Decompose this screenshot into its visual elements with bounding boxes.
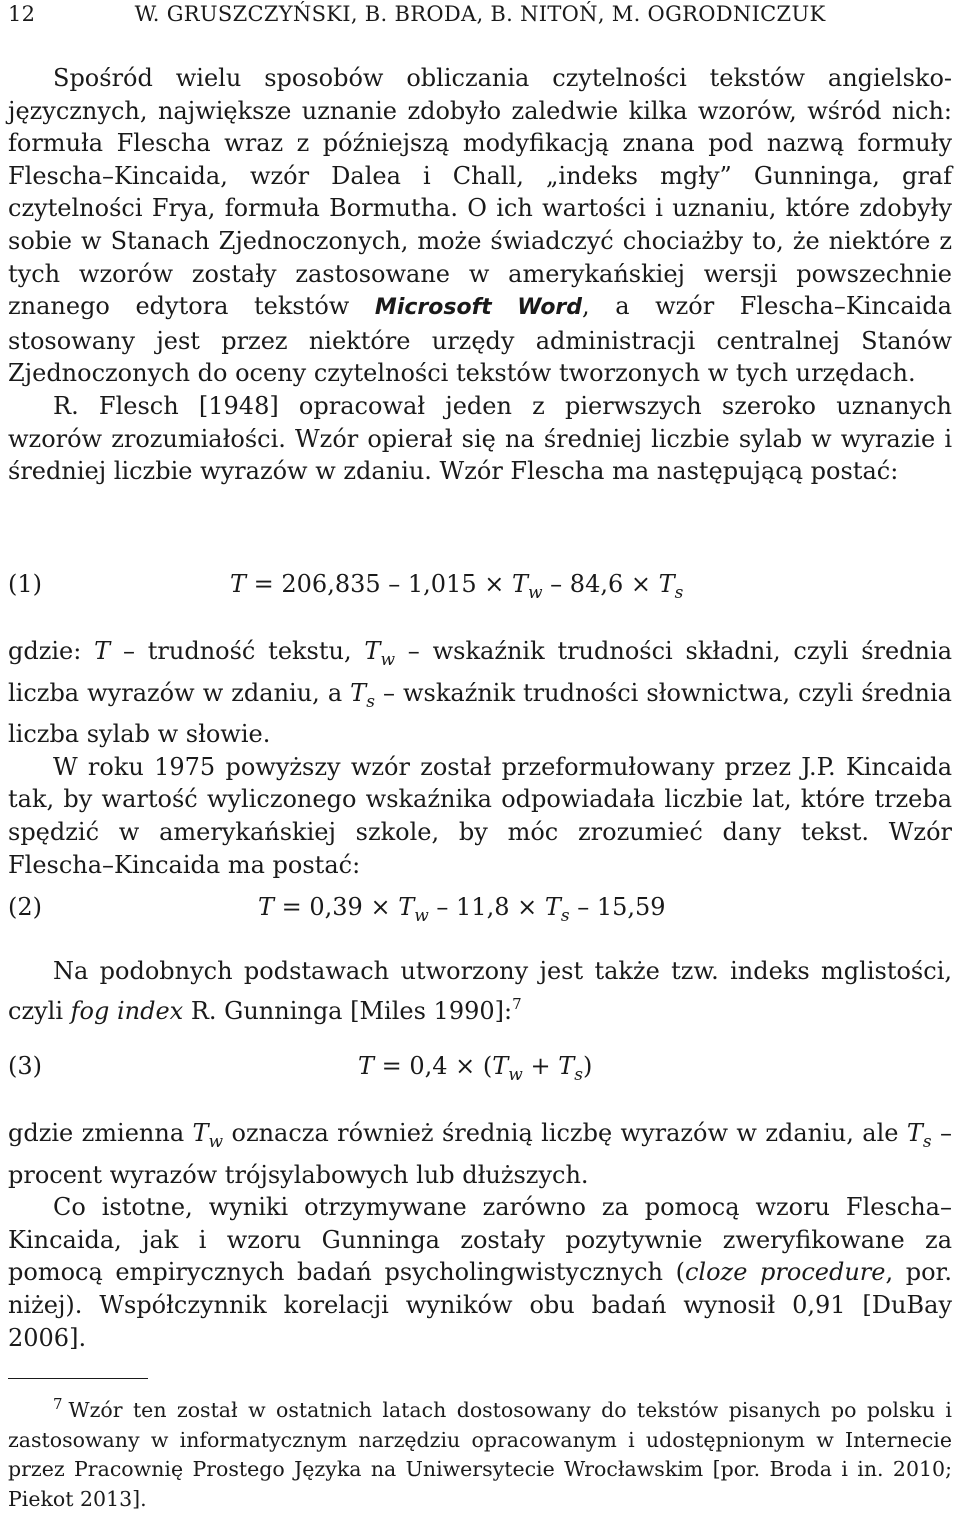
footnote-text: Wzór ten został w ostatnich latach dostosowany do tekstów pisanych po polsku i zastosowany w informatycznym narzędziu opracowanym i udostępnionym w Internecie przez Pracownię Prostego Języka na Uniwersytecie Wrocławskim [por. Broda i in. 2010; Piekot 2013].: [8, 1398, 952, 1511]
paragraph-1-text-a: Spośród wielu sposobów obliczania czytelności tekstów angielsko-języcznych, największe uznanie zdobyło zaledwie kilka wzorów, wśród nich: formuła Flescha wraz z późniejszą modyfikacją znana pod nazwą formuły Flescha–Kincaida, wzór Dalea i Chall, „indeks mgły” Gunninga, graf czytelności Frya, formuła Bormutha. O ich wartości i uznaniu, które zdobyły sobie w Stanach Zjednoczonych, może świadczyć chociażby to, że niektóre z tych wzorów zostały zastosowane w amerykańskiej wersji powszechnie znanego edytora tekstów: [8, 64, 952, 321]
def2-s: s: [922, 1132, 932, 1152]
formula-1-expression: [230, 570, 683, 603]
body-block-4: [8, 1117, 952, 1354]
formula-2-s1: w: [414, 906, 429, 926]
def2-c: – procent wyrazów trójsylabowych lub dłuższych.: [8, 1119, 952, 1189]
formula-1-mid: – 84,6 ×: [542, 570, 659, 598]
def1-a: gdzie:: [8, 637, 95, 665]
formula-3-lhs: T: [358, 1052, 375, 1080]
def2-tw: T: [192, 1119, 209, 1147]
def1-ts: T: [350, 678, 367, 707]
formula-1-lhs: T: [230, 570, 247, 598]
formula-2-s2: s: [560, 906, 570, 926]
software-name: Microsoft Word: [374, 295, 583, 321]
formula-1-s2: s: [674, 583, 684, 603]
def2-b: oznacza również średnią liczbę wyrazów w zdaniu, ale: [223, 1119, 907, 1147]
definition-1: [8, 635, 952, 751]
header-authors: W. GRUSZCZYŃSKI, B. BRODA, B. NITOŃ, M. OGRODNICZUK: [134, 2, 826, 26]
paragraph-2: R. Flesch [1948] opracował jeden z pierwszych szeroko uznanych wzorów zrozumiałości. Wzór opierał się na średniej liczbie sylab w wyrazie i średniej liczbie wyrazów w zdaniu. Wzór Flescha ma następującą postać:: [8, 391, 952, 486]
formula-2-number: (2): [8, 893, 42, 921]
formula-1-s1: w: [527, 583, 543, 603]
cloze-procedure-term: cloze procedure: [684, 1258, 886, 1287]
formula-3-t2: T: [558, 1052, 575, 1080]
paragraph-1-text-b: , a wzór Flescha–Kincaida stosowany jest przez niektóre urzędy administracji centralnej Stanów Zjednoczonych do oceny czytelności tekstów tworzonych w tych urzędach.: [8, 292, 952, 388]
formula-3-mid: +: [522, 1052, 559, 1080]
footnote: [8, 1390, 952, 1514]
paragraph-5-text-a: Co istotne, wyniki otrzymywane zarówno za pomocą wzoru Flescha–Kincaida, jak i wzoru Gunninga zostały pozytywnie zweryfikowane za pomocą empirycznych badań psycholingwistycznych (: [8, 1193, 952, 1287]
formula-3-tail: ): [582, 1052, 593, 1080]
paragraph-3: W roku 1975 powyższy wzór został przeformułowany przez J.P. Kincaida tak, by wartość wyliczonego wskaźnika odpowiadała liczbie lat, które trzeba spędzić w amerykańskiej szkole, by móc zrozumieć dany tekst. Wzór Flescha–Kincaida ma postać:: [8, 752, 952, 879]
formula-2-lhs: T: [258, 893, 275, 921]
formula-2-mid: – 11,8 ×: [428, 893, 545, 921]
formula-2-eq: = 0,39 ×: [274, 893, 399, 921]
formula-1-t2: T: [658, 570, 675, 598]
paragraph-4-text-a: Na podobnych podstawach utworzony jest także tzw. indeks mglistości, czyli: [8, 957, 952, 1025]
def2-ts: T: [906, 1119, 923, 1147]
paragraph-1: [8, 62, 952, 390]
body-block-3: [8, 955, 952, 1027]
page-number: 12: [8, 2, 36, 26]
formula-2: [8, 893, 952, 927]
def1-b: – trudność tekstu,: [110, 637, 365, 665]
formula-3-s2: s: [574, 1065, 583, 1085]
footnote-7: [8, 1390, 952, 1514]
definition-2: [8, 1117, 952, 1191]
def2-w: w: [208, 1132, 224, 1152]
def1-t: T: [94, 637, 111, 665]
formula-3-eq: = 0,4 × (: [374, 1052, 493, 1080]
formula-2-t2: T: [544, 893, 561, 921]
def1-d: – wskaźnik trudności słownictwa, czyli średnia liczba sylab w słowie.: [8, 678, 952, 749]
formula-2-expression: [258, 893, 666, 926]
formula-3: [8, 1052, 952, 1086]
footnote-divider: [8, 1378, 148, 1379]
formula-2-t1: T: [398, 893, 415, 921]
body-block-1: [8, 62, 952, 488]
def2-a: gdzie zmienna: [8, 1119, 193, 1147]
def1-c: – wskaźnik trudności składni, czyli średnia liczba wyrazów w zdaniu, a: [8, 637, 952, 707]
def1-tw: T: [364, 637, 381, 665]
paragraph-4: [8, 955, 952, 1027]
formula-2-tail: – 15,59: [569, 893, 666, 921]
formula-3-number: (3): [8, 1052, 42, 1080]
fog-index-term: fog index: [70, 996, 184, 1025]
def1-s: s: [366, 691, 375, 712]
formula-1-eq: = 206,835 – 1,015 ×: [246, 570, 512, 598]
formula-3-t1: T: [492, 1052, 509, 1080]
paragraph-4-text-b: R. Gunninga [Miles 1990]:: [183, 996, 513, 1025]
running-header: [8, 2, 952, 32]
paragraph-5: [8, 1191, 952, 1354]
footnote-reference: 7: [512, 994, 522, 1013]
paragraph-5-text-b: , por. niżej). Współczynnik korelacji wyników obu badań wynosił 0,91 [DuBay 2006].: [8, 1258, 952, 1352]
formula-3-expression: [358, 1052, 592, 1085]
formula-3-s1: w: [508, 1065, 523, 1085]
def1-w: w: [380, 650, 395, 670]
formula-1: [8, 570, 952, 604]
formula-1-t1: T: [511, 570, 528, 598]
body-block-2: [8, 635, 952, 881]
footnote-mark: 7: [53, 1395, 63, 1413]
formula-1-number: (1): [8, 570, 42, 598]
